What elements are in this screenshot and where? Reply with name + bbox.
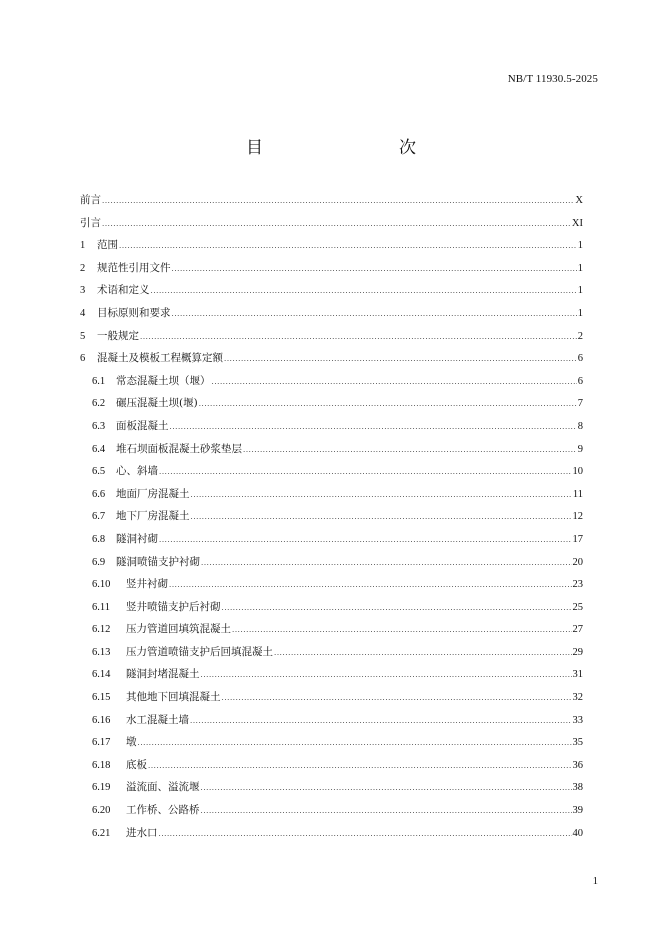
toc-entry-number: 6.13 xyxy=(92,646,111,658)
toc-dot-leader xyxy=(148,755,572,778)
toc-dot-leader xyxy=(159,529,572,552)
toc-entry-number: 6.8 xyxy=(92,533,106,545)
toc-entry[interactable] xyxy=(80,596,583,619)
toc-entry-page: 27 xyxy=(572,624,583,636)
toc-entry-title: 隧洞喷锚支护衬砌 xyxy=(116,555,200,568)
toc-entry-title: 前言 xyxy=(80,194,101,206)
toc-entry[interactable] xyxy=(80,325,583,348)
toc-entry[interactable] xyxy=(80,460,583,483)
toc-entry-page: 1 xyxy=(577,262,583,274)
toc-entry-title: 碾压混凝土坝(堰) xyxy=(116,397,198,410)
toc-entry-number: 6.16 xyxy=(92,714,111,726)
toc-entry[interactable] xyxy=(80,686,583,709)
toc-entry-page: 25 xyxy=(572,601,583,613)
toc-entry-title: 心、斜墙 xyxy=(116,465,158,478)
toc-entry-number: 6.11 xyxy=(92,601,110,613)
toc-entry-number: 6.5 xyxy=(92,466,106,478)
toc-entry[interactable] xyxy=(80,663,583,686)
toc-dot-leader xyxy=(212,371,577,394)
toc-dot-leader xyxy=(140,326,577,349)
toc-entry-page: 40 xyxy=(572,827,583,839)
toc-entry-title: 压力管道喷锚支护后回填混凝土 xyxy=(126,645,273,658)
toc-entry[interactable] xyxy=(80,709,583,732)
toc-entry[interactable] xyxy=(80,234,583,257)
toc-entry-number: 6.4 xyxy=(92,443,106,455)
toc-entry[interactable] xyxy=(80,279,583,302)
toc-entry[interactable] xyxy=(80,347,583,370)
toc-entry-number: 6.21 xyxy=(92,827,111,839)
toc-entry-page: X xyxy=(575,195,583,206)
toc-dot-leader xyxy=(159,461,572,484)
toc-dot-leader xyxy=(243,439,577,462)
toc-dot-leader xyxy=(119,235,577,258)
toc-entry-title: 地下厂房混凝土 xyxy=(116,510,190,523)
toc-entry-number: 6.17 xyxy=(92,737,111,749)
toc-dot-leader xyxy=(102,213,571,236)
toc-entry-page: 6 xyxy=(577,375,583,387)
toc-entry[interactable] xyxy=(80,189,583,212)
toc-entry-page: 8 xyxy=(577,420,583,432)
toc-entry-title: 堆石坝面板混凝土砂浆垫层 xyxy=(116,442,242,455)
toc-entry-title: 溢流面、溢流堰 xyxy=(126,781,200,794)
toc-entry-number: 6.9 xyxy=(92,556,106,568)
toc-entry-title: 隧洞衬砌 xyxy=(116,532,158,545)
toc-dot-leader xyxy=(199,393,577,416)
page-number: 1 xyxy=(592,876,598,887)
toc-entry[interactable] xyxy=(80,641,583,664)
toc-entry-page: 1 xyxy=(577,240,583,252)
toc-entry-number: 6.10 xyxy=(92,579,111,591)
toc-entry-title: 竖井喷锚支护后衬砌 xyxy=(126,600,221,613)
toc-entry-page: 39 xyxy=(572,805,583,817)
toc-entry-title: 引言 xyxy=(80,216,101,229)
toc-entry-title: 压力管道回填筑混凝土 xyxy=(126,623,231,636)
toc-entry-title: 其他地下回填混凝土 xyxy=(126,691,221,704)
toc-entry-page: 33 xyxy=(572,714,583,726)
toc-entry-page: 20 xyxy=(572,556,583,568)
toc-entry[interactable] xyxy=(80,212,583,235)
toc-entry-page: XI xyxy=(571,217,583,229)
toc-dot-leader xyxy=(172,303,577,326)
toc-entry-page: 6 xyxy=(577,353,583,365)
toc-entry[interactable] xyxy=(80,438,583,461)
toc-dot-leader xyxy=(222,687,572,710)
toc-dot-leader xyxy=(232,619,572,642)
page-title: 目 次 xyxy=(246,138,450,158)
toc-entry-title: 进水口 xyxy=(126,826,158,839)
toc-entry-number: 6.12 xyxy=(92,624,111,636)
toc-entry-page: 38 xyxy=(572,782,583,794)
toc-entry-number: 6.3 xyxy=(92,420,106,432)
toc-entry-number: 3 xyxy=(80,285,86,297)
toc-entry[interactable] xyxy=(80,505,583,528)
toc-entry-number: 5 xyxy=(80,330,86,342)
toc-entry[interactable] xyxy=(80,415,583,438)
toc-dot-leader xyxy=(201,800,572,823)
toc-entry-page: 35 xyxy=(572,737,583,749)
toc-entry-number: 6.7 xyxy=(92,511,106,523)
toc-entry-page: 2 xyxy=(577,330,583,342)
toc-entry-page: 7 xyxy=(577,398,583,410)
toc-entry-title: 底板 xyxy=(126,758,147,771)
toc-entry-number: 6.2 xyxy=(92,398,106,410)
table-of-contents xyxy=(80,189,583,844)
toc-entry-title: 范围 xyxy=(97,239,118,252)
toc-dot-leader xyxy=(191,506,572,529)
toc-entry-title: 目标原则和要求 xyxy=(97,306,171,319)
toc-entry-number: 6.18 xyxy=(92,759,111,771)
toc-dot-leader xyxy=(222,597,572,620)
toc-entry-page: 17 xyxy=(572,533,583,545)
toc-entry-title: 地面厂房混凝土 xyxy=(116,487,190,500)
toc-entry-number: 6 xyxy=(80,353,86,365)
toc-entry-page: 12 xyxy=(572,511,583,523)
toc-entry[interactable] xyxy=(80,822,583,845)
document-code: NB/T 11930.5-2025 xyxy=(507,73,598,85)
toc-dot-leader xyxy=(151,280,577,303)
toc-entry-number: 6.6 xyxy=(92,488,106,500)
toc-entry[interactable] xyxy=(80,302,583,325)
toc-entry-title: 术语和定义 xyxy=(97,284,150,297)
toc-entry-title: 墩 xyxy=(126,736,137,749)
toc-entry-number: 2 xyxy=(80,262,86,274)
toc-dot-leader xyxy=(201,664,572,687)
toc-entry[interactable] xyxy=(80,370,583,393)
toc-entry-page: 31 xyxy=(572,669,583,681)
toc-entry[interactable] xyxy=(80,528,583,551)
toc-entry-title: 竖井衬砌 xyxy=(126,578,168,591)
toc-dot-leader xyxy=(102,190,574,213)
toc-dot-leader xyxy=(172,258,577,281)
toc-entry[interactable] xyxy=(80,257,583,280)
toc-entry-number: 6.1 xyxy=(92,375,106,387)
toc-entry-title: 隧洞封堵混凝土 xyxy=(126,668,200,681)
toc-entry-number: 1 xyxy=(80,240,86,252)
toc-dot-leader xyxy=(201,552,572,575)
toc-entry-title: 面板混凝土 xyxy=(116,419,169,432)
toc-dot-leader xyxy=(224,348,577,371)
toc-dot-leader xyxy=(191,484,572,507)
toc-dot-leader xyxy=(274,642,572,665)
toc-entry-title: 水工混凝土墙 xyxy=(126,713,189,726)
toc-entry-page: 32 xyxy=(572,692,583,704)
toc-entry-page: 1 xyxy=(577,307,583,319)
toc-entry-title: 一般规定 xyxy=(97,329,139,342)
toc-entry-title: 常态混凝土坝（堰） xyxy=(116,374,211,387)
toc-dot-leader xyxy=(159,823,572,846)
toc-entry[interactable] xyxy=(80,573,583,596)
toc-entry-page: 1 xyxy=(577,285,583,297)
toc-entry[interactable] xyxy=(80,776,583,799)
toc-entry-page: 9 xyxy=(577,443,583,455)
toc-entry[interactable] xyxy=(80,731,583,754)
toc-entry-page: 36 xyxy=(572,759,583,771)
toc-entry-number: 6.14 xyxy=(92,669,111,681)
toc-entry-page: 23 xyxy=(572,579,583,591)
toc-entry[interactable] xyxy=(80,551,583,574)
toc-dot-leader xyxy=(170,416,577,439)
toc-entry-number: 4 xyxy=(80,307,86,319)
toc-dot-leader xyxy=(138,732,572,755)
toc-entry[interactable] xyxy=(80,483,583,506)
toc-entry-number: 6.19 xyxy=(92,782,111,794)
toc-dot-leader xyxy=(169,574,572,597)
toc-entry-page: 10 xyxy=(572,466,583,478)
toc-dot-leader xyxy=(190,710,572,733)
toc-entry-title: 混凝土及模板工程概算定额 xyxy=(97,352,223,365)
toc-entry-title: 规范性引用文件 xyxy=(97,261,171,274)
toc-entry-number: 6.15 xyxy=(92,692,111,704)
toc-entry-title: 工作桥、公路桥 xyxy=(126,804,200,817)
toc-entry-page: 29 xyxy=(572,646,583,658)
toc-entry[interactable] xyxy=(80,618,583,641)
toc-entry[interactable] xyxy=(80,754,583,777)
toc-dot-leader xyxy=(201,777,572,800)
toc-entry[interactable] xyxy=(80,799,583,822)
toc-entry[interactable] xyxy=(80,392,583,415)
toc-entry-number: 6.20 xyxy=(92,805,111,817)
toc-entry-page: 11 xyxy=(572,488,583,500)
